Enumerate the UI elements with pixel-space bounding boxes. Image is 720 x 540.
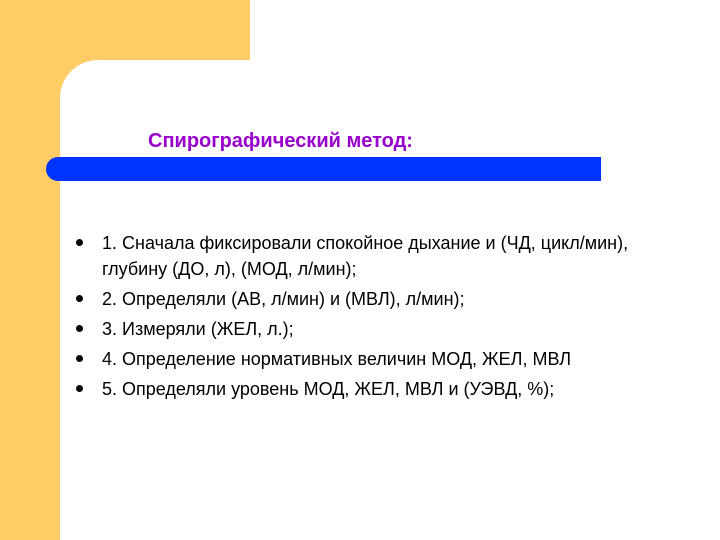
list-item (76, 286, 676, 312)
bullet-dot-icon (76, 385, 83, 392)
slide-title: Спирографический метод: (148, 130, 413, 152)
bullet-text: 3. Измеряли (ЖЕЛ, л.); (102, 319, 294, 339)
bullet-dot-icon (76, 239, 83, 246)
title-underline-bar (46, 157, 601, 181)
bullet-text: 5. Определяли уровень МОД, ЖЕЛ, МВЛ и (УЭВД, %); (102, 379, 555, 399)
bullet-text: 4. Определение нормативных величин МОД, ЖЕЛ, МВЛ (102, 349, 572, 369)
bullet-text: 2. Определяли (АВ, л/мин) и (МВЛ), л/мин); (102, 289, 465, 309)
bullet-dot-icon (76, 295, 83, 302)
list-item (76, 230, 676, 282)
list-item (76, 316, 676, 342)
list-item (76, 346, 676, 372)
decor-left-strip (0, 0, 60, 540)
bullet-dot-icon (76, 355, 83, 362)
bullet-list (76, 230, 676, 406)
bullet-dot-icon (76, 325, 83, 332)
bullet-text: 1. Сначала фиксировали спокойное дыхание и (ЧД, цикл/мин), глубину (ДО, л), (МОД, л/мин); (102, 233, 629, 279)
list-item (76, 376, 676, 402)
